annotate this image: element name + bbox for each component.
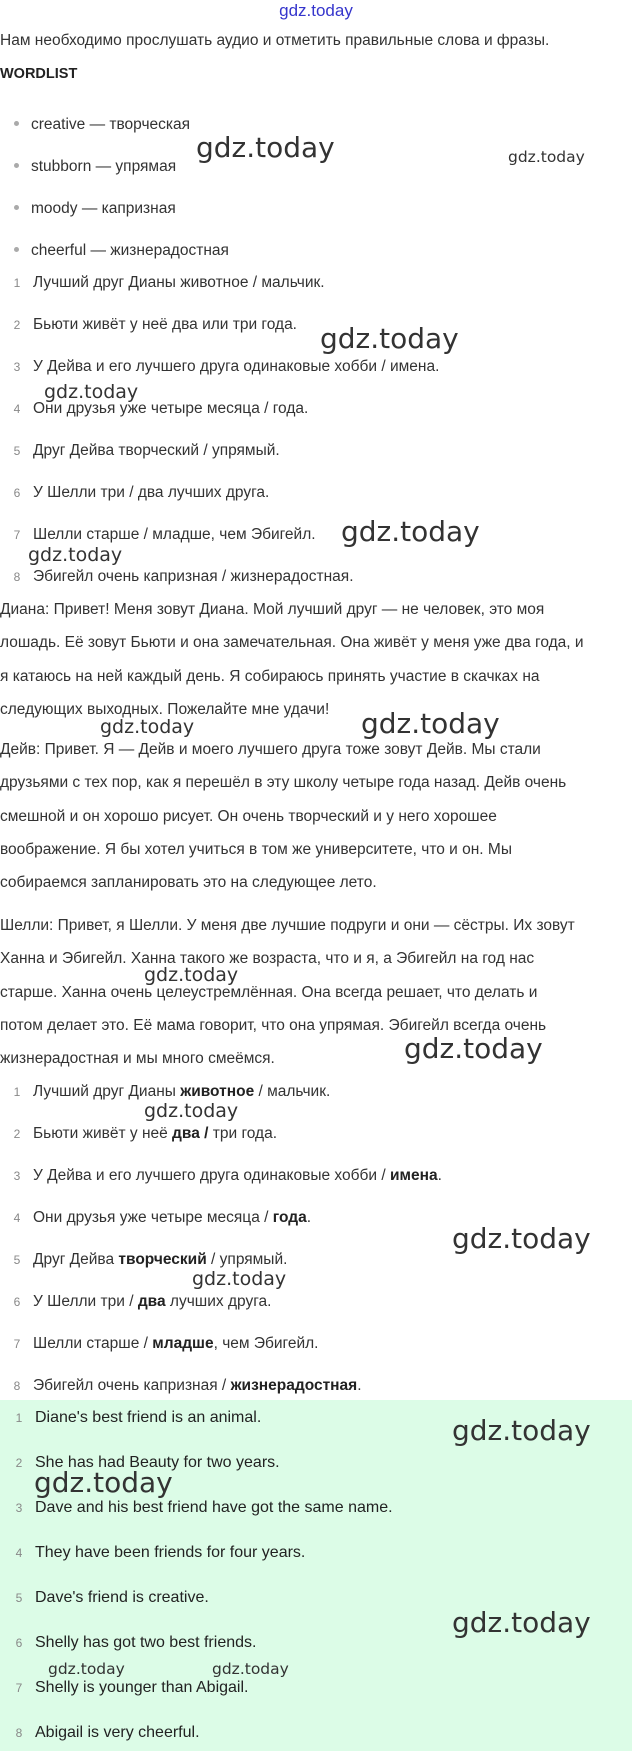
watermark: gdz.today <box>508 148 585 166</box>
watermark: gdz.today <box>192 1268 287 1290</box>
wordlist-item: cheerful — жизнерадостная <box>14 242 229 260</box>
bullet-icon <box>14 121 19 126</box>
transcript-shelly: Шелли: Привет, я Шелли. У меня две лучшие подруги и они — сёстры. Их зовут Ханна и Эбигейл. Ханна такого же возраста, что и я, а Эбигейл на год нас старше. Ханна очень целеустремлённая. Она всегда решает, что делать и потом делает это. Её мама говорит, что она упрямая. Эбигейл всегда очень жизнерадостная и мы много смеёмся. <box>0 917 575 1068</box>
intro-text: Нам необходимо прослушать аудио и отметить правильные слова и фразы. <box>0 32 550 49</box>
marked-item: 7 Шелли старше / младше, чем Эбигейл. <box>13 1335 319 1352</box>
wordlist-item: creative — творческая <box>14 116 190 134</box>
watermark: gdz.today <box>144 1100 239 1122</box>
task-item: 7 Шелли старше / младше, чем Эбигейл. <box>13 526 316 543</box>
task-item: 2 Бьюти живёт у неё два или три года. <box>13 316 297 333</box>
watermark: gdz.today <box>452 1414 591 1447</box>
header-watermark: gdz.today <box>279 1 353 20</box>
watermark: gdz.today <box>320 322 459 355</box>
watermark: gdz.today <box>196 131 335 164</box>
watermark: gdz.today <box>100 716 195 738</box>
watermark: gdz.today <box>44 381 139 403</box>
answer-item: 3 Dave and his best friend have got the same name. <box>15 1499 393 1516</box>
answer-item: 1 Diane's best friend is an animal. <box>15 1409 262 1426</box>
answer-item: 6 Shelly has got two best friends. <box>15 1634 257 1651</box>
watermark: gdz.today <box>452 1606 591 1639</box>
task-item: 3 У Дейва и его лучшего друга одинаковые хобби / имена. <box>13 358 440 375</box>
transcript-diana: Диана: Привет! Меня зовут Диана. Мой лучший друг — не человек, это моя лошадь. Её зовут Бьюти и она замечательная. Она живёт у меня уже два года, и я катаюсь на ней каждый день. Я собираюсь принять участие в скачках на следующих выходных. Пожелайте мне удачи! <box>0 601 584 718</box>
watermark: gdz.today <box>341 515 480 548</box>
watermark: gdz.today <box>144 964 239 986</box>
answer-item: 8 Abigail is very cheerful. <box>15 1724 200 1741</box>
marked-item: 6 У Шелли три / два лучших друга. <box>13 1293 272 1310</box>
marked-item: 1 Лучший друг Дианы животное / мальчик. <box>13 1083 331 1100</box>
bullet-icon <box>14 163 19 168</box>
marked-item: 8 Эбигейл очень капризная / жизнерадостная. <box>13 1377 362 1394</box>
answer-item: 2 She has had Beauty for two years. <box>15 1454 280 1471</box>
marked-item: 4 Они друзья уже четыре месяца / года. <box>13 1209 312 1226</box>
task-item: 6 У Шелли три / два лучших друга. <box>13 484 270 501</box>
task-item: 4 Они друзья уже четыре месяца / года. <box>13 400 309 417</box>
answer-item: 4 They have been friends for four years. <box>15 1544 306 1561</box>
bullet-icon <box>14 205 19 210</box>
wordlist-item: stubborn — упрямая <box>14 158 176 176</box>
marked-item: 5 Друг Дейва творческий / упрямый. <box>13 1251 288 1268</box>
watermark: gdz.today <box>34 1466 173 1499</box>
wordlist-title: WORDLIST <box>0 66 78 82</box>
watermark: gdz.today <box>212 1660 289 1678</box>
marked-item: 3 У Дейва и его лучшего друга одинаковые хобби / имена. <box>13 1167 442 1184</box>
watermark: gdz.today <box>404 1032 543 1065</box>
task-item: 1 Лучший друг Дианы животное / мальчик. <box>13 274 325 291</box>
wordlist-item: moody — капризная <box>14 200 176 218</box>
task-item: 5 Друг Дейва творческий / упрямый. <box>13 442 280 459</box>
watermark: gdz.today <box>361 707 500 740</box>
answer-item: 7 Shelly is younger than Abigail. <box>15 1679 249 1696</box>
watermark: gdz.today <box>28 544 123 566</box>
answer-item: 5 Dave's friend is creative. <box>15 1589 209 1606</box>
transcript-dave: Дейв: Привет. Я — Дейв и моего лучшего друга тоже зовут Дейв. Мы стали друзьями с тех пор, как я перешёл в эту школу четыре года назад. Дейв очень смешной и он хорошо рисует. Он очень творческий и у него хорошее воображение. Я бы хотел учиться в том же университете, что и он. Мы собираемся запланировать это на следующее лето. <box>0 741 567 892</box>
watermark: gdz.today <box>452 1222 591 1255</box>
task-item: 8 Эбигейл очень капризная / жизнерадостная. <box>13 568 354 585</box>
answers-box <box>0 1400 632 1751</box>
watermark: gdz.today <box>48 1660 125 1678</box>
bullet-icon <box>14 247 19 252</box>
marked-item: 2 Бьюти живёт у неё два / три года. <box>13 1125 278 1142</box>
